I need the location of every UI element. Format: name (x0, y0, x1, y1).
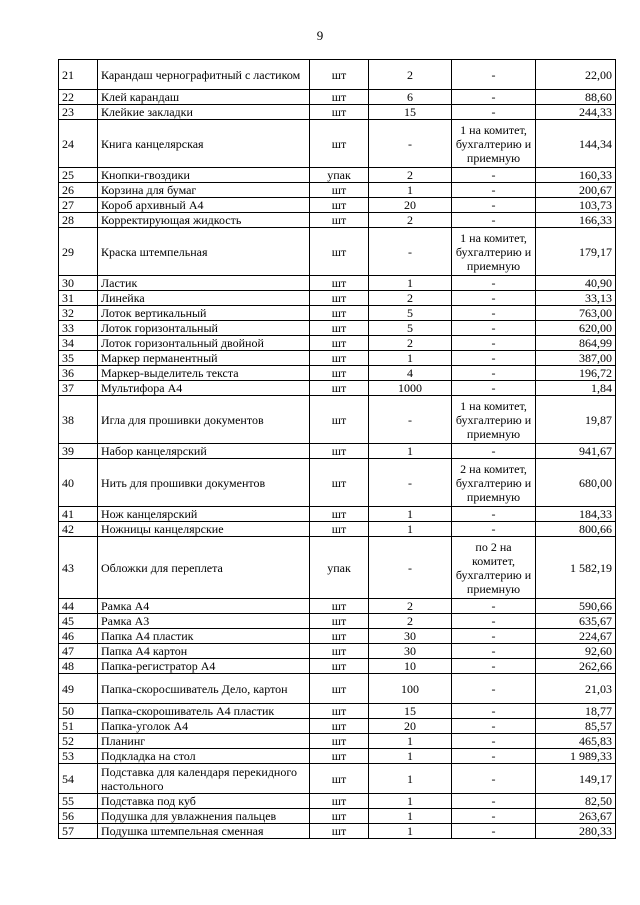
item-note: - (452, 198, 536, 213)
table-row (59, 183, 616, 198)
item-name: Книга канцелярская (98, 120, 310, 168)
item-note: - (452, 644, 536, 659)
item-note: - (452, 629, 536, 644)
table-row (59, 396, 616, 444)
item-quantity: 6 (369, 90, 452, 105)
item-name: Рамка А4 (98, 599, 310, 614)
item-price: 800,66 (536, 522, 616, 537)
item-name: Папка А4 пластик (98, 629, 310, 644)
page-number: 9 (316, 28, 324, 43)
item-number: 24 (59, 120, 98, 168)
table-row (59, 213, 616, 228)
item-note: - (452, 704, 536, 719)
item-unit: упак (310, 537, 369, 599)
item-number: 53 (59, 749, 98, 764)
table-row (59, 306, 616, 321)
item-price: 224,67 (536, 629, 616, 644)
item-price: 620,00 (536, 321, 616, 336)
item-note: - (452, 659, 536, 674)
item-number: 43 (59, 537, 98, 599)
table-row (59, 60, 616, 90)
item-quantity: 15 (369, 105, 452, 120)
table-row (59, 198, 616, 213)
item-name: Подставка под куб (98, 794, 310, 809)
item-note: - (452, 734, 536, 749)
item-name: Лоток вертикальный (98, 306, 310, 321)
item-quantity: 1000 (369, 381, 452, 396)
item-note: - (452, 749, 536, 764)
item-note: - (452, 183, 536, 198)
item-price: 40,90 (536, 276, 616, 291)
item-unit: шт (310, 459, 369, 507)
item-number: 51 (59, 719, 98, 734)
item-price: 19,87 (536, 396, 616, 444)
item-name: Клей карандаш (98, 90, 310, 105)
table-row (59, 366, 616, 381)
table-row (59, 321, 616, 336)
item-unit: шт (310, 824, 369, 839)
item-name: Мультифора А4 (98, 381, 310, 396)
item-quantity: 15 (369, 704, 452, 719)
item-note: - (452, 366, 536, 381)
item-number: 44 (59, 599, 98, 614)
item-number: 40 (59, 459, 98, 507)
item-price: 149,17 (536, 764, 616, 794)
item-price: 200,67 (536, 183, 616, 198)
item-note: - (452, 105, 536, 120)
table-row (59, 659, 616, 674)
item-number: 31 (59, 291, 98, 306)
item-unit: шт (310, 659, 369, 674)
item-quantity: 2 (369, 168, 452, 183)
table-row (59, 764, 616, 794)
item-quantity: 1 (369, 183, 452, 198)
item-number: 25 (59, 168, 98, 183)
item-quantity: - (369, 228, 452, 276)
table-row (59, 168, 616, 183)
item-name: Маркер-выделитель текста (98, 366, 310, 381)
item-unit: шт (310, 599, 369, 614)
item-number: 28 (59, 213, 98, 228)
item-note: - (452, 381, 536, 396)
item-quantity: 2 (369, 614, 452, 629)
item-number: 42 (59, 522, 98, 537)
item-price: 21,03 (536, 674, 616, 704)
item-quantity: 4 (369, 366, 452, 381)
item-note: - (452, 444, 536, 459)
item-number: 50 (59, 704, 98, 719)
item-price: 590,66 (536, 599, 616, 614)
item-quantity: 1 (369, 764, 452, 794)
item-quantity: - (369, 396, 452, 444)
item-price: 160,33 (536, 168, 616, 183)
item-note: - (452, 764, 536, 794)
item-note: - (452, 824, 536, 839)
item-number: 46 (59, 629, 98, 644)
item-price: 82,50 (536, 794, 616, 809)
table-row (59, 644, 616, 659)
item-number: 36 (59, 366, 98, 381)
item-name: Корзина для бумаг (98, 183, 310, 198)
items-table (58, 59, 616, 839)
item-unit: шт (310, 198, 369, 213)
item-quantity: 2 (369, 213, 452, 228)
item-note: - (452, 674, 536, 704)
item-name: Папка-регистратор А4 (98, 659, 310, 674)
table-row (59, 351, 616, 366)
item-quantity: - (369, 120, 452, 168)
item-number: 21 (59, 60, 98, 90)
item-name: Ножницы канцелярские (98, 522, 310, 537)
item-unit: шт (310, 381, 369, 396)
table-row (59, 599, 616, 614)
table-row (59, 749, 616, 764)
item-unit: шт (310, 213, 369, 228)
item-name: Подкладка на стол (98, 749, 310, 764)
item-note: 1 на комитет, бухгалтерию и приемную (452, 396, 536, 444)
item-note: - (452, 794, 536, 809)
table-row (59, 459, 616, 507)
table-row (59, 522, 616, 537)
item-name: Клейкие закладки (98, 105, 310, 120)
item-quantity: - (369, 537, 452, 599)
item-note: - (452, 276, 536, 291)
item-note: по 2 на комитет, бухгалтерию и приемную (452, 537, 536, 599)
item-unit: шт (310, 120, 369, 168)
item-note: 2 на комитет, бухгалтерию и приемную (452, 459, 536, 507)
table-row (59, 809, 616, 824)
item-unit: шт (310, 336, 369, 351)
item-unit: шт (310, 306, 369, 321)
item-unit: шт (310, 105, 369, 120)
item-note: - (452, 507, 536, 522)
item-price: 179,17 (536, 228, 616, 276)
item-quantity: 1 (369, 276, 452, 291)
item-note: - (452, 213, 536, 228)
item-unit: шт (310, 749, 369, 764)
item-number: 56 (59, 809, 98, 824)
item-number: 29 (59, 228, 98, 276)
item-note: 1 на комитет, бухгалтерию и приемную (452, 228, 536, 276)
item-quantity: 1 (369, 749, 452, 764)
table-row (59, 824, 616, 839)
item-unit: шт (310, 183, 369, 198)
item-number: 26 (59, 183, 98, 198)
item-quantity: 1 (369, 351, 452, 366)
item-note: - (452, 168, 536, 183)
item-quantity: 10 (369, 659, 452, 674)
item-name: Краска штемпельная (98, 228, 310, 276)
table-row (59, 794, 616, 809)
item-price: 18,77 (536, 704, 616, 719)
item-unit: шт (310, 507, 369, 522)
item-name: Планинг (98, 734, 310, 749)
item-unit: шт (310, 228, 369, 276)
item-price: 1 989,33 (536, 749, 616, 764)
table-row (59, 276, 616, 291)
item-number: 23 (59, 105, 98, 120)
table-row (59, 444, 616, 459)
item-quantity: 2 (369, 599, 452, 614)
item-quantity: 100 (369, 674, 452, 704)
item-unit: упак (310, 168, 369, 183)
table-row (59, 228, 616, 276)
item-name: Ластик (98, 276, 310, 291)
item-number: 30 (59, 276, 98, 291)
item-name: Папка-скорошиватель А4 пластик (98, 704, 310, 719)
item-quantity: - (369, 459, 452, 507)
item-number: 48 (59, 659, 98, 674)
item-price: 763,00 (536, 306, 616, 321)
item-note: - (452, 351, 536, 366)
item-name: Нож канцелярский (98, 507, 310, 522)
item-number: 33 (59, 321, 98, 336)
table-row (59, 120, 616, 168)
item-note: - (452, 599, 536, 614)
table-row (59, 291, 616, 306)
item-name: Подушка штемпельная сменная (98, 824, 310, 839)
item-price: 280,33 (536, 824, 616, 839)
item-note: - (452, 336, 536, 351)
table-row (59, 90, 616, 105)
item-unit: шт (310, 719, 369, 734)
item-unit: шт (310, 522, 369, 537)
item-unit: шт (310, 351, 369, 366)
item-price: 1,84 (536, 381, 616, 396)
item-price: 465,83 (536, 734, 616, 749)
item-name: Игла для прошивки документов (98, 396, 310, 444)
item-price: 941,67 (536, 444, 616, 459)
item-number: 39 (59, 444, 98, 459)
item-note: - (452, 719, 536, 734)
item-number: 49 (59, 674, 98, 704)
item-price: 33,13 (536, 291, 616, 306)
table-row (59, 704, 616, 719)
item-unit: шт (310, 734, 369, 749)
item-unit: шт (310, 444, 369, 459)
item-note: - (452, 291, 536, 306)
item-note: - (452, 60, 536, 90)
item-note: - (452, 90, 536, 105)
item-price: 184,33 (536, 507, 616, 522)
item-unit: шт (310, 764, 369, 794)
item-unit: шт (310, 704, 369, 719)
item-quantity: 2 (369, 60, 452, 90)
item-quantity: 2 (369, 336, 452, 351)
item-number: 27 (59, 198, 98, 213)
item-name: Папка-уголок А4 (98, 719, 310, 734)
item-price: 92,60 (536, 644, 616, 659)
item-name: Набор канцелярский (98, 444, 310, 459)
item-name: Короб архивный А4 (98, 198, 310, 213)
item-price: 387,00 (536, 351, 616, 366)
item-unit: шт (310, 614, 369, 629)
item-quantity: 5 (369, 306, 452, 321)
item-price: 635,67 (536, 614, 616, 629)
item-note: 1 на комитет, бухгалтерию и приемную (452, 120, 536, 168)
item-price: 263,67 (536, 809, 616, 824)
table-row (59, 537, 616, 599)
item-number: 52 (59, 734, 98, 749)
item-name: Папка-скоросшиватель Дело, картон (98, 674, 310, 704)
item-note: - (452, 522, 536, 537)
item-unit: шт (310, 809, 369, 824)
item-price: 244,33 (536, 105, 616, 120)
item-unit: шт (310, 396, 369, 444)
item-quantity: 2 (369, 291, 452, 306)
item-price: 103,73 (536, 198, 616, 213)
table-row (59, 336, 616, 351)
item-number: 41 (59, 507, 98, 522)
item-number: 47 (59, 644, 98, 659)
item-name: Маркер перманентный (98, 351, 310, 366)
item-unit: шт (310, 629, 369, 644)
item-quantity: 1 (369, 824, 452, 839)
item-price: 262,66 (536, 659, 616, 674)
item-quantity: 30 (369, 629, 452, 644)
item-unit: шт (310, 276, 369, 291)
item-number: 55 (59, 794, 98, 809)
item-name: Обложки для переплета (98, 537, 310, 599)
item-number: 35 (59, 351, 98, 366)
table-row (59, 507, 616, 522)
item-quantity: 1 (369, 734, 452, 749)
item-quantity: 1 (369, 444, 452, 459)
item-price: 196,72 (536, 366, 616, 381)
item-number: 57 (59, 824, 98, 839)
item-number: 45 (59, 614, 98, 629)
item-unit: шт (310, 90, 369, 105)
item-quantity: 1 (369, 794, 452, 809)
table-row (59, 381, 616, 396)
item-name: Кнопки-гвоздики (98, 168, 310, 183)
item-unit: шт (310, 291, 369, 306)
item-number: 38 (59, 396, 98, 444)
item-number: 54 (59, 764, 98, 794)
item-unit: шт (310, 674, 369, 704)
item-price: 864,99 (536, 336, 616, 351)
item-note: - (452, 306, 536, 321)
item-unit: шт (310, 366, 369, 381)
item-quantity: 5 (369, 321, 452, 336)
item-name: Подушка для увлажнения пальцев (98, 809, 310, 824)
item-quantity: 1 (369, 809, 452, 824)
item-name: Линейка (98, 291, 310, 306)
item-unit: шт (310, 321, 369, 336)
item-name: Карандаш чернографитный с ластиком (98, 60, 310, 90)
item-quantity: 30 (369, 644, 452, 659)
table-row (59, 105, 616, 120)
item-price: 166,33 (536, 213, 616, 228)
item-name: Нить для прошивки документов (98, 459, 310, 507)
table-row (59, 629, 616, 644)
item-quantity: 1 (369, 522, 452, 537)
item-note: - (452, 614, 536, 629)
item-price: 22,00 (536, 60, 616, 90)
item-name: Лоток горизонтальный (98, 321, 310, 336)
item-name: Подставка для календаря перекидного настольного (98, 764, 310, 794)
table-row (59, 719, 616, 734)
item-number: 22 (59, 90, 98, 105)
item-number: 34 (59, 336, 98, 351)
item-price: 85,57 (536, 719, 616, 734)
table-row (59, 614, 616, 629)
item-note: - (452, 321, 536, 336)
item-note: - (452, 809, 536, 824)
item-quantity: 1 (369, 507, 452, 522)
item-name: Рамка А3 (98, 614, 310, 629)
item-price: 144,34 (536, 120, 616, 168)
table-row (59, 734, 616, 749)
item-unit: шт (310, 644, 369, 659)
item-name: Лоток горизонтальный двойной (98, 336, 310, 351)
item-name: Папка А4 картон (98, 644, 310, 659)
item-unit: шт (310, 60, 369, 90)
table-row (59, 674, 616, 704)
item-price: 88,60 (536, 90, 616, 105)
item-unit: шт (310, 794, 369, 809)
items-table-body (59, 60, 616, 839)
item-price: 1 582,19 (536, 537, 616, 599)
item-name: Корректирующая жидкость (98, 213, 310, 228)
item-quantity: 20 (369, 719, 452, 734)
item-number: 37 (59, 381, 98, 396)
item-price: 680,00 (536, 459, 616, 507)
item-number: 32 (59, 306, 98, 321)
item-quantity: 20 (369, 198, 452, 213)
